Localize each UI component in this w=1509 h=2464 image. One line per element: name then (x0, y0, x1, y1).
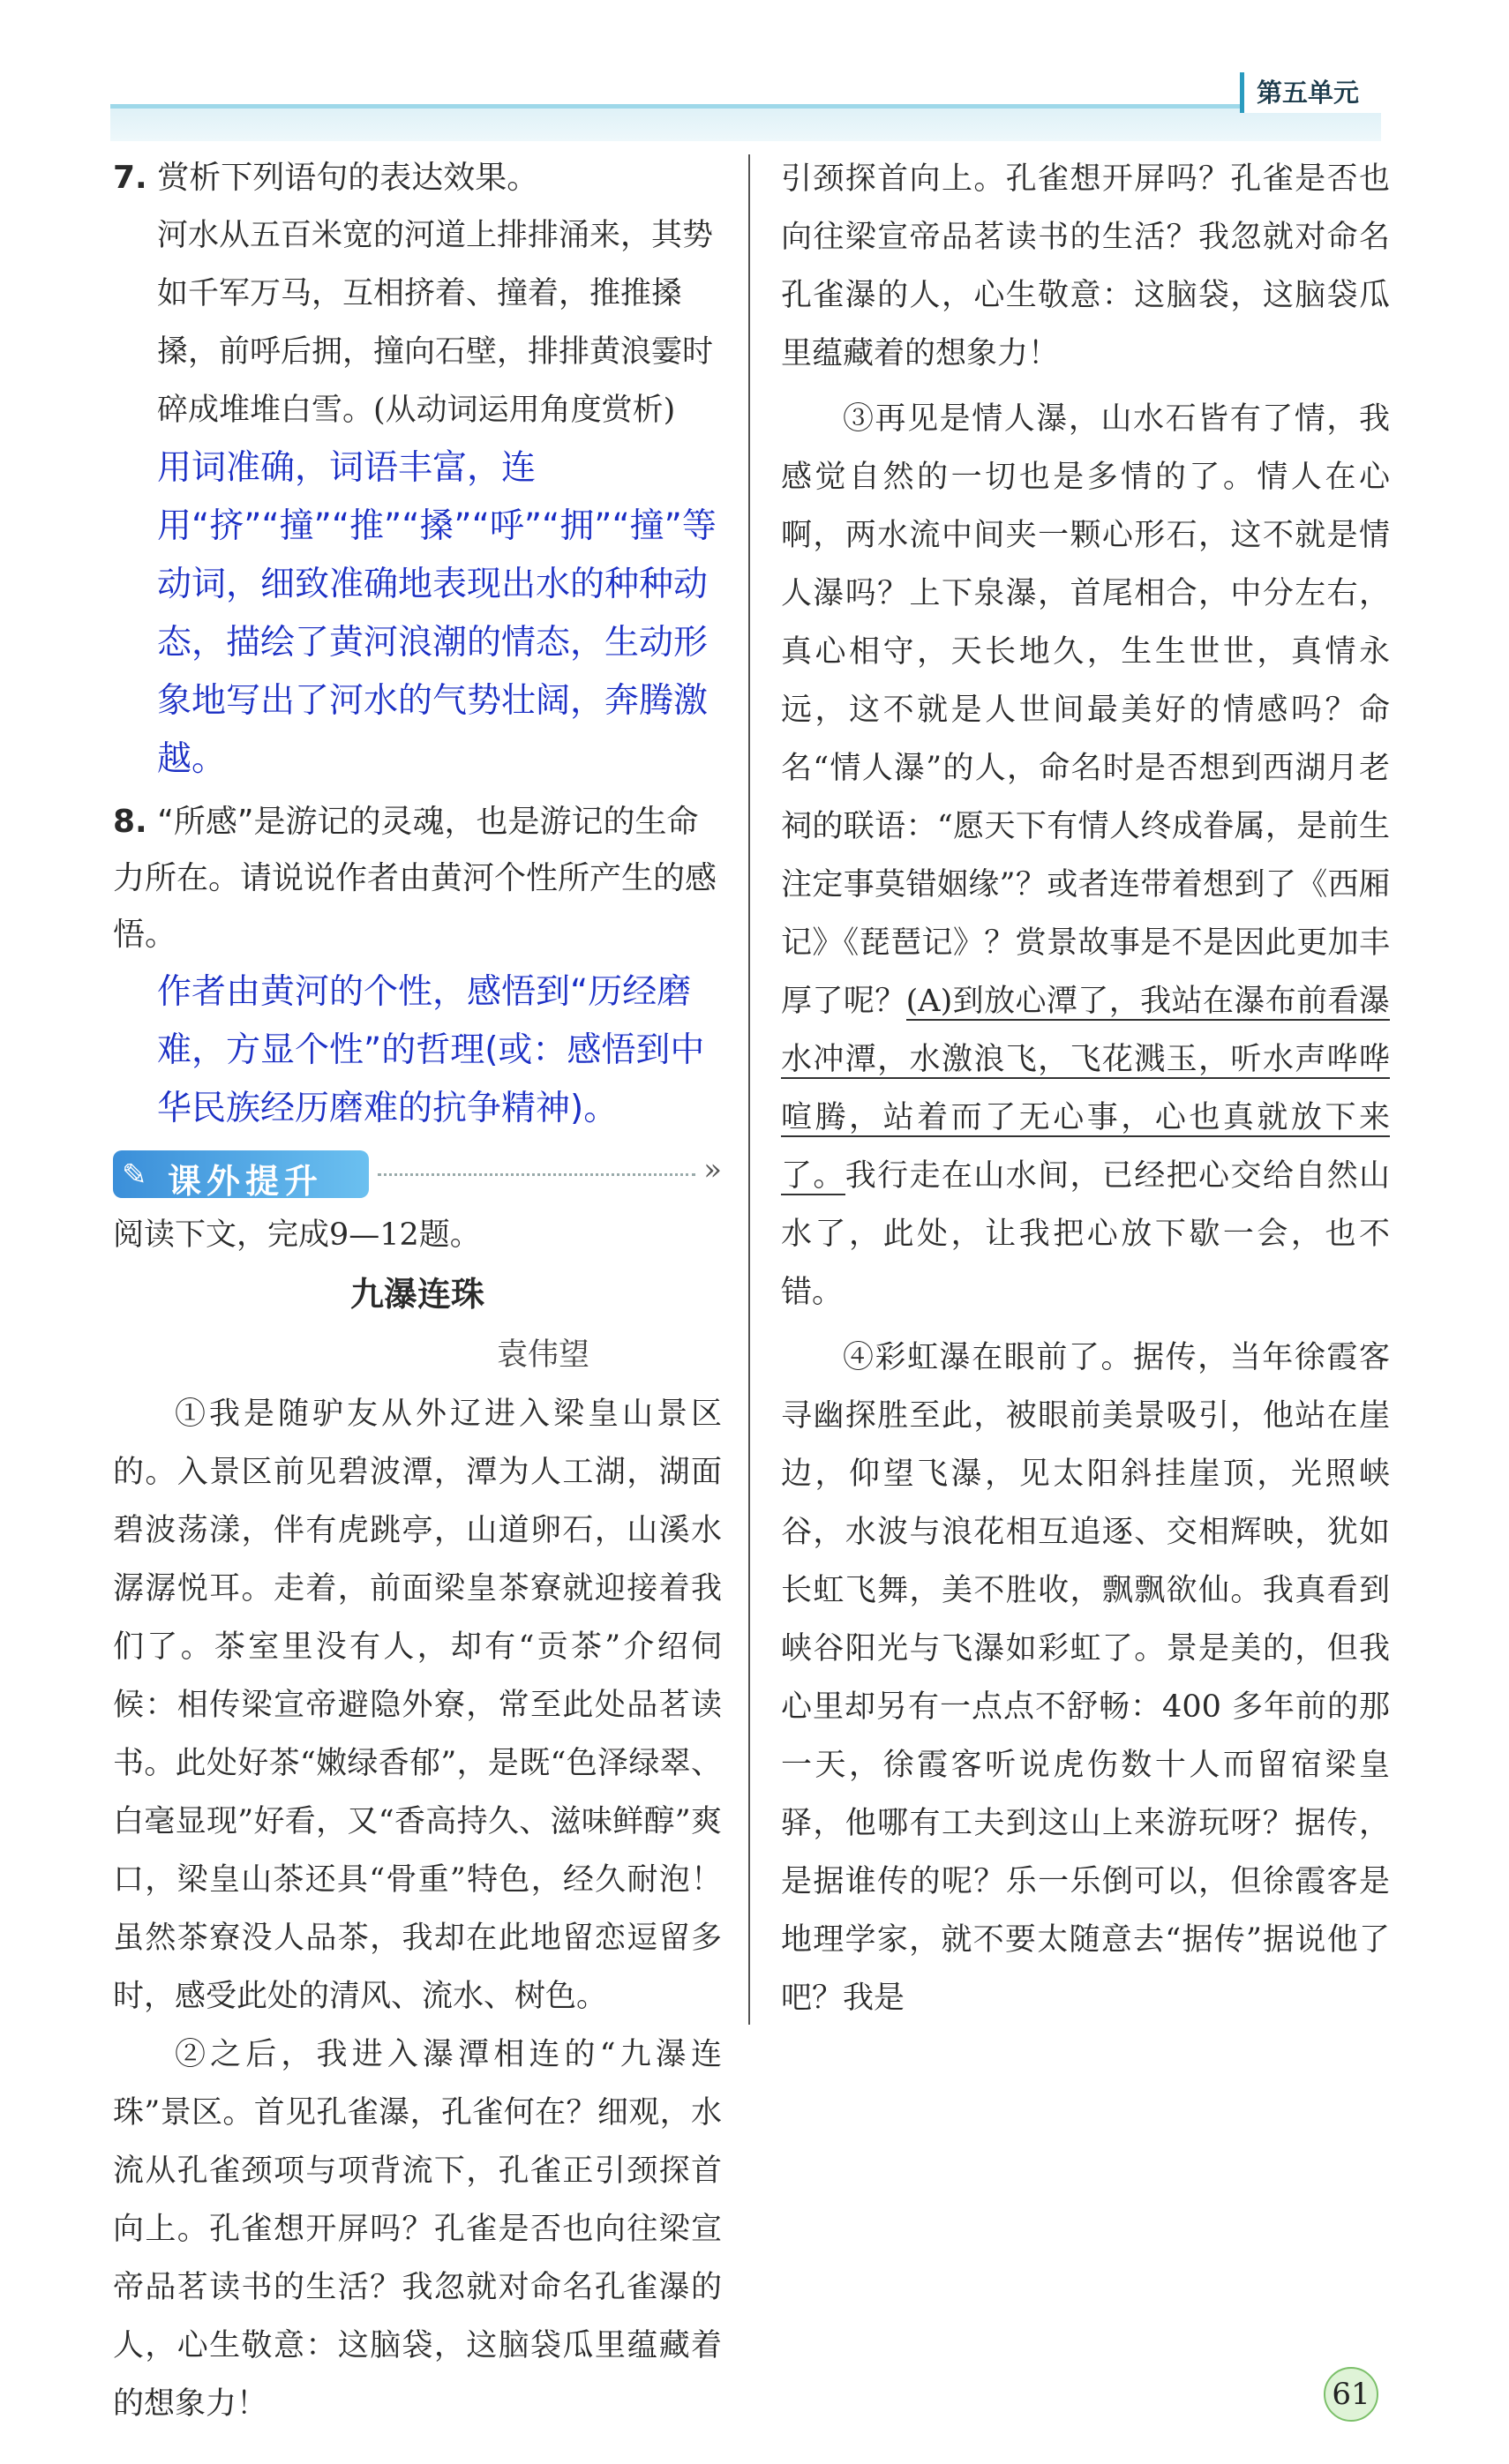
paragraph-3-end: 我行走在山水间，已经把心交给自然山水了，此处，让我把心放下歇一会，也不错。 (781, 1158, 1390, 1310)
article-paragraph-1: ①我是随驴友从外辽进入梁皇山景区的。入景区前见碧波潭，潭为人工湖，湖面碧波荡漾，伴有虎跳亭，山道卵石，山溪水潺潺悦耳。走着，前面梁皇茶寮就迎接着我们了。茶室里没有人，却有“贡茶”介绍伺候：相传梁宣帝避隐外寮，常至此处品茗读书。此处好茶“嫩绿香郁”，是既“色泽绿翠、白毫显现”好看，又“香高持久、滋味鲜醇”爽口，梁皇山茶还具“骨重”特色，经久耐泡！虽然茶寮没人品茶，我却在此地留恋逗留多时，感受此处的清风、流水、树色。 (113, 1397, 722, 2014)
header-band (110, 104, 1381, 141)
question-7-answer: 用词准确，词语丰富，连用“挤”“撞”“推”“搡”“呼”“拥”“撞”等动词，细致准确地表现出水的种种动态，描绘了黄河浪潮的情态，生动形象地写出了河水的气势壮阔，奔腾激越。 (157, 448, 717, 779)
question-7-quote: 河水从五百米宽的河道上排排涌来，其势如千军万马，互相挤着、撞着，推推搡搡，前呼后拥，撞向石壁，排排黄浪霎时碎成堆堆白雪。(从动词运用角度赏析) (157, 218, 714, 428)
question-8-number: 8. (113, 804, 147, 840)
section-label: 课外提升 (168, 1162, 324, 1201)
question-7 (113, 150, 722, 206)
column-divider (748, 154, 750, 2025)
section-header (113, 1147, 722, 1200)
underlined-sentence-a: (A)到放心潭了，我站在瀑布前看瀑水冲潭，水激浪飞，飞花溅玉，听水声哗哗喧腾，站着而了无心事，心也真就放下来了。 (781, 984, 1390, 1194)
article-paragraph-3 (781, 390, 1390, 1322)
unit-label: 第五单元 (1240, 72, 1383, 113)
article-author: 袁伟望 (496, 1337, 589, 1373)
dotted-rule (378, 1173, 695, 1176)
article-paragraph-2: ②之后，我进入瀑潭相连的“九瀑连珠”景区。首见孔雀瀑，孔雀何在？细观，水流从孔雀颈项与项背流下，孔雀正引颈探首向上。孔雀想开屏吗？孔雀是否也向往梁宣帝品茗读书的生活？我忽就对命名孔雀瀑的人，心生敬意：这脑袋，这脑袋瓜里蕴藏着的想象力！ (113, 2037, 722, 2422)
question-8 (113, 794, 722, 963)
question-7-number: 7. (113, 160, 147, 196)
question-7-prompt: 赏析下列语句的表达效果。 (157, 160, 539, 196)
page-number: 61 (1324, 2367, 1378, 2422)
question-8-answer: 作者由黄河的个性，感悟到“历经磨难，方显个性”的哲理(或：感悟到中华民族经历磨难的抗争精神)。 (157, 972, 705, 1128)
reading-instruction: 阅读下文，完成9—12题。 (113, 1217, 481, 1253)
pencil-icon: ✎ (122, 1157, 147, 1193)
article-title: 九瀑连珠 (349, 1275, 484, 1314)
question-8-prompt: “所感”是游记的灵魂，也是游记的生命力所在。请说说作者由黄河个性所产生的感悟。 (113, 804, 717, 953)
paragraph-3-text: ③再见是情人瀑，山水石皆有了情，我感觉自然的一切也是多情的了。情人在心啊，两水流中间夹一颗心形石，这不就是情人瀑吗？上下泉瀑，首尾相合，中分左右，真心相守，天长地久，生生世世，真情永远，这不就是人世间最美好的情感吗？命名“情人瀑”的人，命名时是否想到西湖月老祠的联语：“愿天下有情人终成眷属，是前生注定事莫错姻缘”？或者连带着想到了《西厢记》《琵琶记》？赏景故事是不是因此更加丰厚了呢？ (781, 401, 1390, 1019)
article-paragraph-4: ④彩虹瀑在眼前了。据传，当年徐霞客寻幽探胜至此，被眼前美景吸引，他站在崖边，仰望飞瀑，见太阳斜挂崖顶，光照峡谷，水波与浪花相互追逐、交相辉映，犹如长虹飞舞，美不胜收，飘飘欲仙。我真看到峡谷阳光与飞瀑如彩虹了。景是美的，但我心里却另有一点点不舒畅：400 多年前的那一天，徐霞客听说虎伤数十人而留宿梁皇驿，他哪有工夫到这山上来游玩呀？据传，是据谁传的呢？乐一乐倒可以，但徐霞客是地理学家，就不要太随意去“据传”据说他了吧？我是 (781, 1340, 1390, 2016)
double-arrow-icon: » (703, 1152, 722, 1187)
article-paragraph-2-continued: 引颈探首向上。孔雀想开屏吗？孔雀是否也向往梁宣帝品茗读书的生活？我忽就对命名孔雀瀑的人，心生敬意：这脑袋，这脑袋瓜里蕴藏着的想象力！ (781, 161, 1390, 371)
left-column (113, 150, 722, 2422)
section-badge (113, 1150, 369, 1201)
right-column (781, 150, 1390, 2027)
